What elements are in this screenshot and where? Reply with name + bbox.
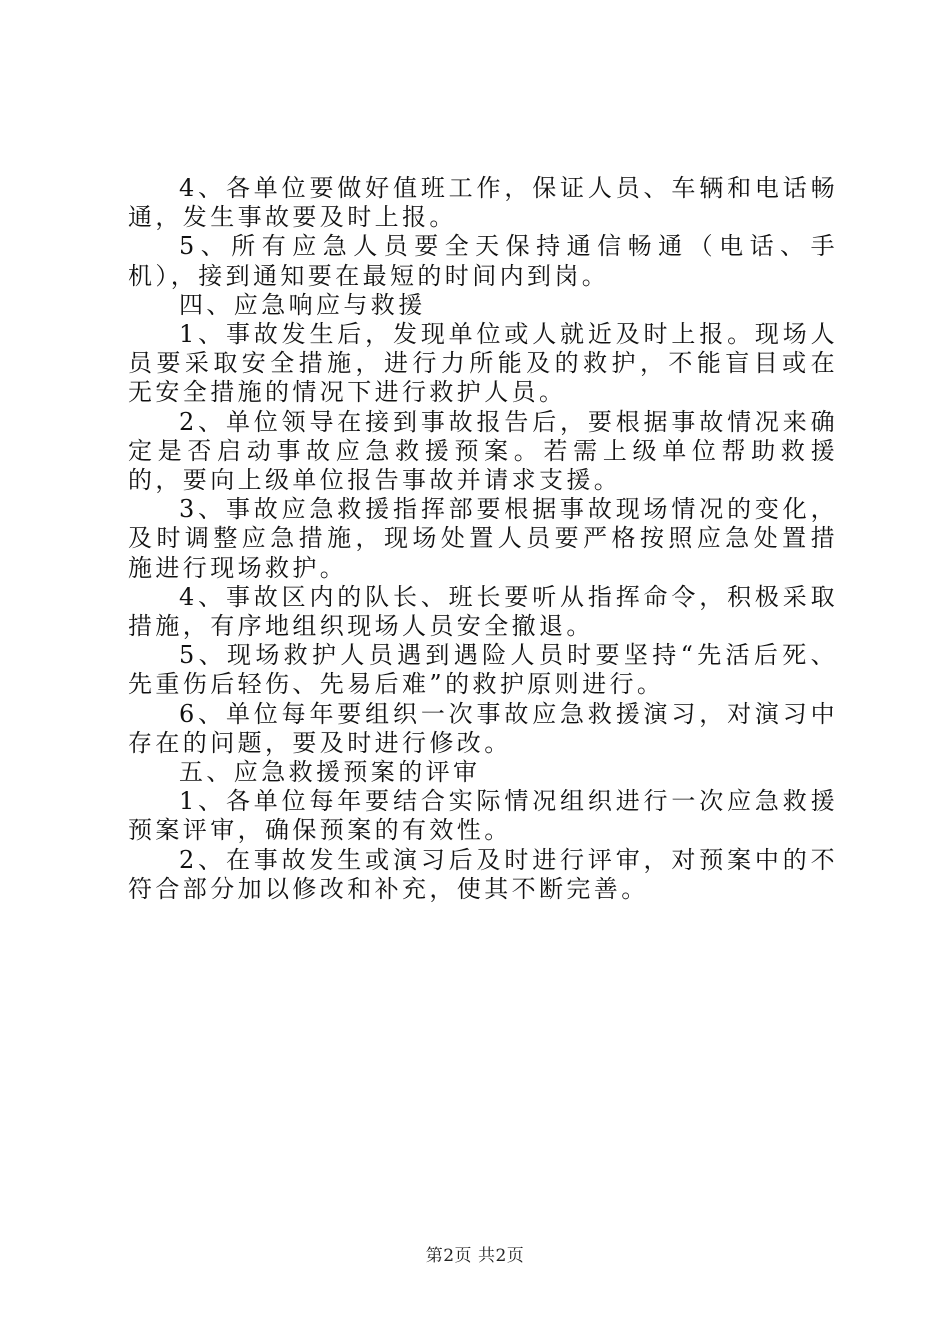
paragraph-leader-decision: 2、单位领导在接到事故报告后，要根据事故情况来确定是否启动事故应急救援预案。若需上级单位帮助救援的，要向上级单位报告事故并请求支援。 — [128, 407, 838, 495]
document-body — [128, 174, 838, 904]
paragraph-annual-review: 1、各单位每年要结合实际情况组织进行一次应急救援预案评审，确保预案的有效性。 — [128, 787, 838, 845]
paragraph-command-adjust: 3、事故应急救援指挥部要根据事故现场情况的变化，及时调整应急措施，现场处置人员要严格按照应急处置措施进行现场救护。 — [128, 495, 838, 582]
page-footer: 第2页 共2页 — [425, 1246, 525, 1266]
paragraph-report-accident: 1、事故发生后，发现单位或人就近及时上报。现场人员要采取安全措施，进行力所能及的救护，不能盲目或在无安全措施的情况下进行救护人员。 — [128, 320, 838, 407]
paragraph-rescue-principle: 5、现场救护人员遇到遇险人员时要坚持“先活后死、先重伤后轻伤、先易后难”的救护原则进行。 — [128, 641, 838, 699]
section-heading-response: 四、应急响应与救援 — [179, 290, 426, 319]
paragraph-communication: 5、所有应急人员要全天保持通信畅通（电话、手机），接到通知要在最短的时间内到岗。 — [128, 232, 838, 290]
paragraph-evacuation: 4、事故区内的队长、班长要听从指挥命令，积极采取措施，有序地组织现场人员安全撤退。 — [128, 582, 838, 641]
paragraph-post-event-review: 2、在事故发生或演习后及时进行评审，对预案中的不符合部分加以修改和补充，使其不断完善。 — [128, 845, 838, 903]
paragraph-annual-drill: 6、单位每年要组织一次事故应急救援演习，对演习中存在的问题，要及时进行修改。 — [128, 699, 838, 757]
section-heading-review: 五、应急救援预案的评审 — [179, 758, 481, 787]
paragraph-duty-shift: 4、各单位要做好值班工作，保证人员、车辆和电话畅通，发生事故要及时上报。 — [128, 174, 838, 232]
